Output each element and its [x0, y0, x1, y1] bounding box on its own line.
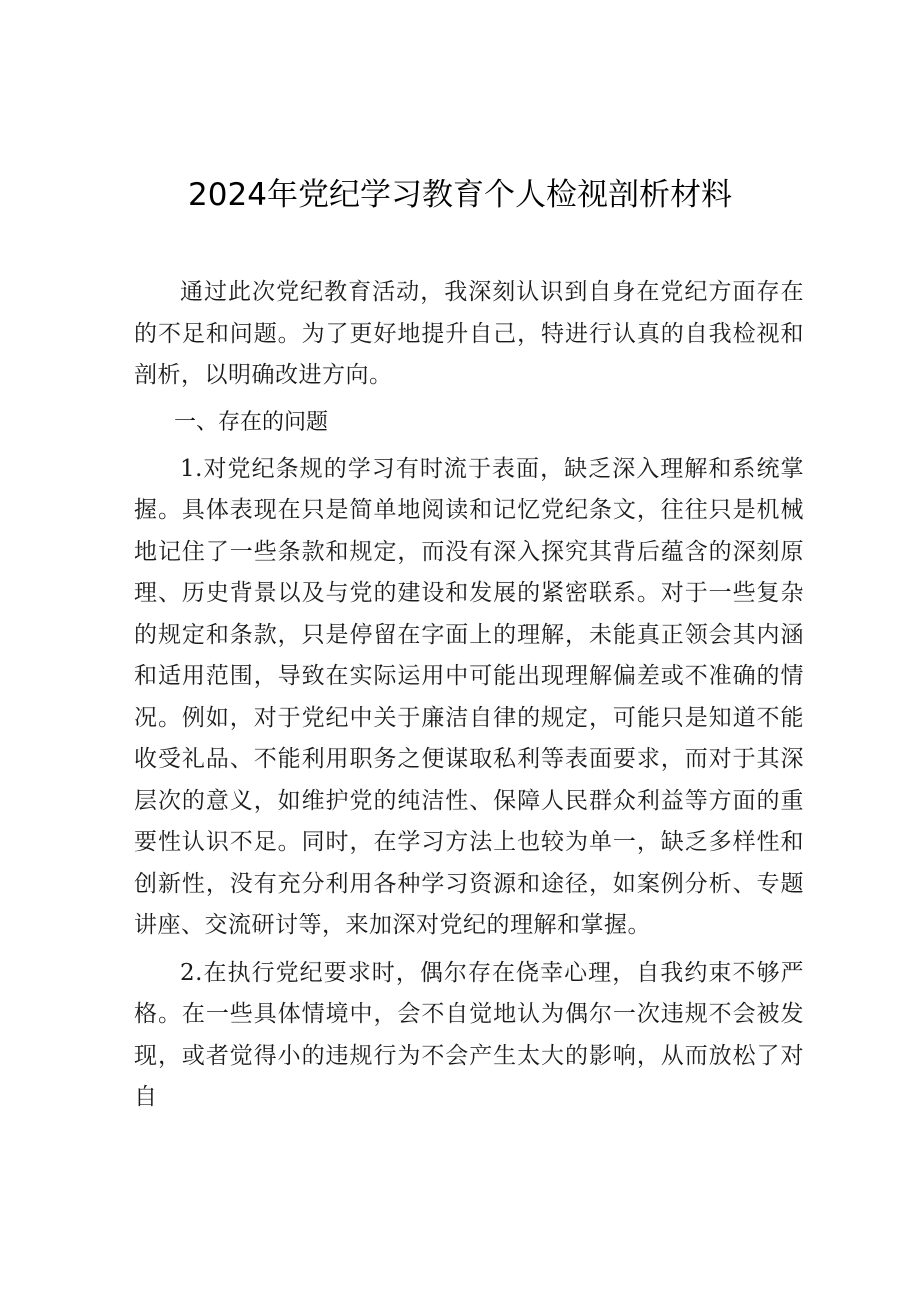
intro-paragraph: 通过此次党纪教育活动，我深刻认识到自身在党纪方面存在的不足和问题。为了更好地提升自己，特进行认真的自我检视和剖析，以明确改进方向。 — [134, 279, 804, 388]
document-title: 2024年党纪学习教育个人检视剖析材料 — [188, 177, 732, 213]
problem-item-1: 1.对党纪条规的学习有时流于表面，缺乏深入理解和系统掌握。具体表现在只是简单地阅读和记忆党纪条文，往往只是机械地记住了一些条款和规定，而没有深入探究其背后蕴含的深刻原理、历史背景以及与党的建设和发展的紧密联系。对于一些复杂的规定和条款，只是停留在字面上的理解，未能真正领会其内涵和适用范围，导致在实际运用中可能出现理解偏差或不准确的情况。例如，对于党纪中关于廉洁自律的规定，可能只是知道不能收受礼品、不能利用职务之便谋取私利等表面要求，而对于其深层次的意义，如维护党的纯洁性、保障人民群众利益等方面的重要性认识不足。同时，在学习方法上也较为单一，缺乏多样性和创新性，没有充分利用各种学习资源和途径，如案例分析、专题讲座、交流研讨等，来加深对党纪的理解和掌握。 — [134, 455, 804, 938]
section-heading-problems: 一、存在的问题 — [174, 409, 329, 435]
document-body — [134, 272, 804, 1125]
problem-item-2: 2.在执行党纪要求时，偶尔存在侥幸心理，自我约束不够严格。在一些具体情境中，会不自觉地认为偶尔一次违规不会被发现，或者觉得小的违规行为不会产生太大的影响，从而放松了对自 — [134, 959, 804, 1110]
